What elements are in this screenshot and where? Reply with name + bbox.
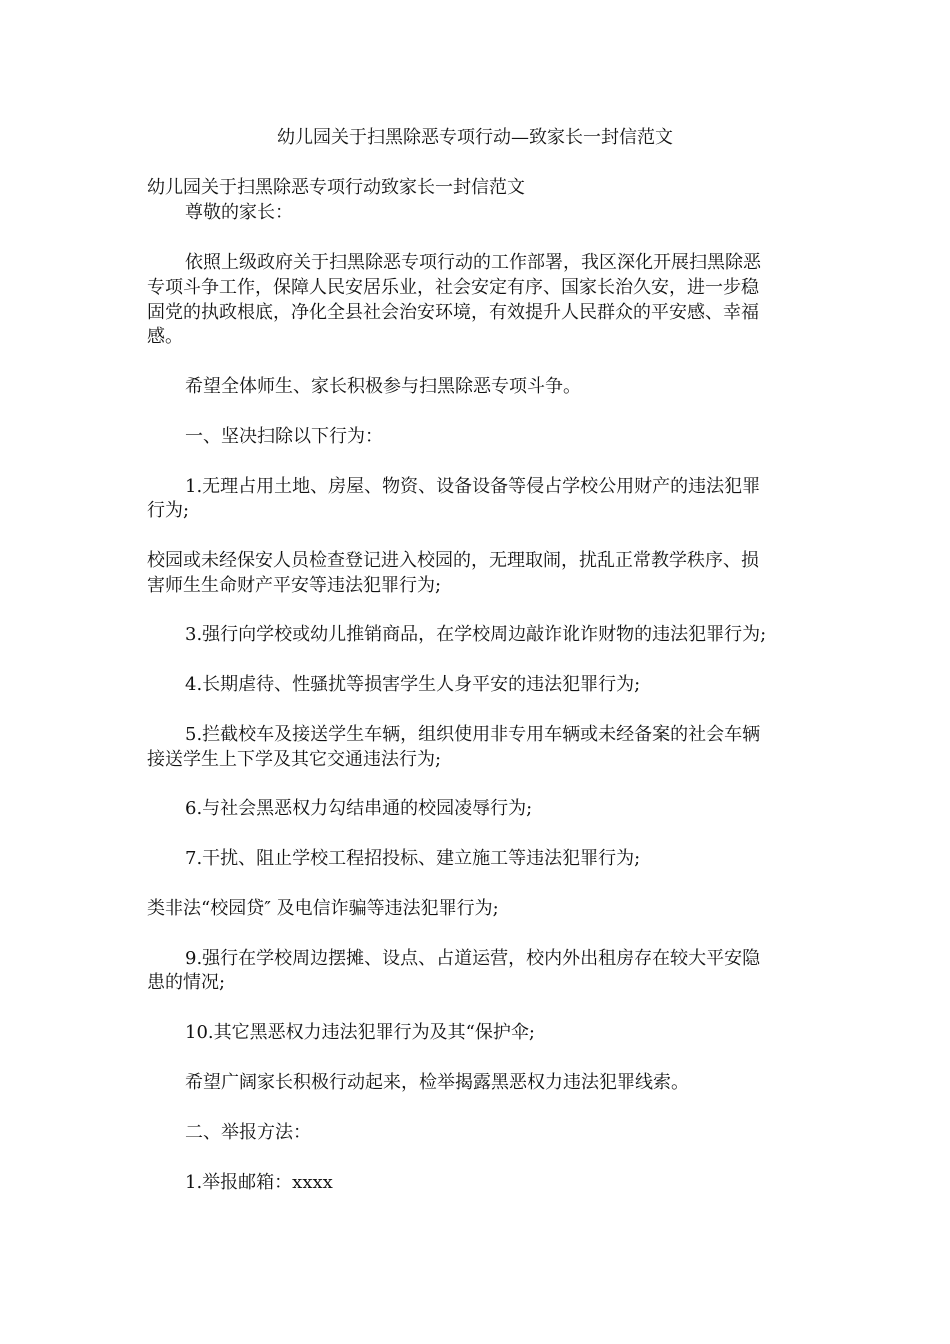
salutation: 尊敬的家长： bbox=[185, 202, 293, 223]
paragraph-line: 依照上级政府关于扫黑除恶专项行动的工作部署，我区深化开展扫黑除恶 bbox=[185, 252, 761, 273]
list-item-1: 1.无理占用土地、房屋、物资、设备设备等侵占学校公用财产的违法犯罪 bbox=[185, 476, 761, 497]
list-item-3: 3.强行向学校或幼儿推销商品，在学校周边敲诈讹诈财物的违法犯罪行为; bbox=[185, 624, 767, 645]
list-item-2: 校园或未经保安人员检查登记进入校园的，无理取闹，扰乱正常教学秩序、损 bbox=[147, 550, 759, 571]
list-item-9: 9.强行在学校周边摆摊、设点、占道运营，校内外出租房存在较大平安隐 bbox=[185, 948, 761, 969]
document-title: 幼儿园关于扫黑除恶专项行动—致家长一封信范文 bbox=[277, 127, 673, 148]
list-item-7: 7.干扰、阻止学校工程招投标、建立施工等违法犯罪行为; bbox=[185, 848, 641, 869]
list-item-4: 4.长期虐待、性骚扰等损害学生人身平安的违法犯罪行为; bbox=[185, 674, 641, 695]
paragraph-line: 感。 bbox=[147, 326, 183, 347]
list-item-1-cont: 行为; bbox=[147, 500, 190, 521]
list-item-6: 6.与社会黑恶权力勾结串通的校园凌辱行为; bbox=[185, 798, 533, 819]
list-item-9-cont: 患的情况; bbox=[147, 972, 226, 993]
report-method-1: 1.举报邮箱：xxxx bbox=[185, 1172, 333, 1193]
paragraph-line: 专项斗争工作，保障人民安居乐业，社会安定有序、国家长治久安，进一步稳 bbox=[147, 277, 759, 298]
section-heading-2: 二、举报方法： bbox=[185, 1122, 311, 1143]
list-item-2-cont: 害师生生命财产平安等违法犯罪行为; bbox=[147, 575, 442, 596]
paragraph-line: 固党的执政根底，净化全县社会治安环境，有效提升人民群众的平安感、幸福 bbox=[147, 302, 759, 323]
section-heading-1: 一、坚决扫除以下行为： bbox=[185, 426, 383, 447]
document-subtitle: 幼儿园关于扫黑除恶专项行动致家长一封信范文 bbox=[147, 177, 525, 198]
list-item-8: 类非法“校园贷″ 及电信诈骗等违法犯罪行为; bbox=[147, 898, 499, 919]
paragraph-hope-1: 希望全体师生、家长积极参与扫黑除恶专项斗争。 bbox=[185, 376, 581, 397]
list-item-5: 5.拦截校车及接送学生车辆，组织使用非专用车辆或未经备案的社会车辆 bbox=[185, 724, 761, 745]
list-item-5-cont: 接送学生上下学及其它交通违法行为; bbox=[147, 749, 442, 770]
paragraph-hope-2: 希望广阔家长积极行动起来，检举揭露黑恶权力违法犯罪线索。 bbox=[185, 1072, 689, 1093]
list-item-10: 10.其它黑恶权力违法犯罪行为及其“保护伞; bbox=[185, 1022, 535, 1043]
